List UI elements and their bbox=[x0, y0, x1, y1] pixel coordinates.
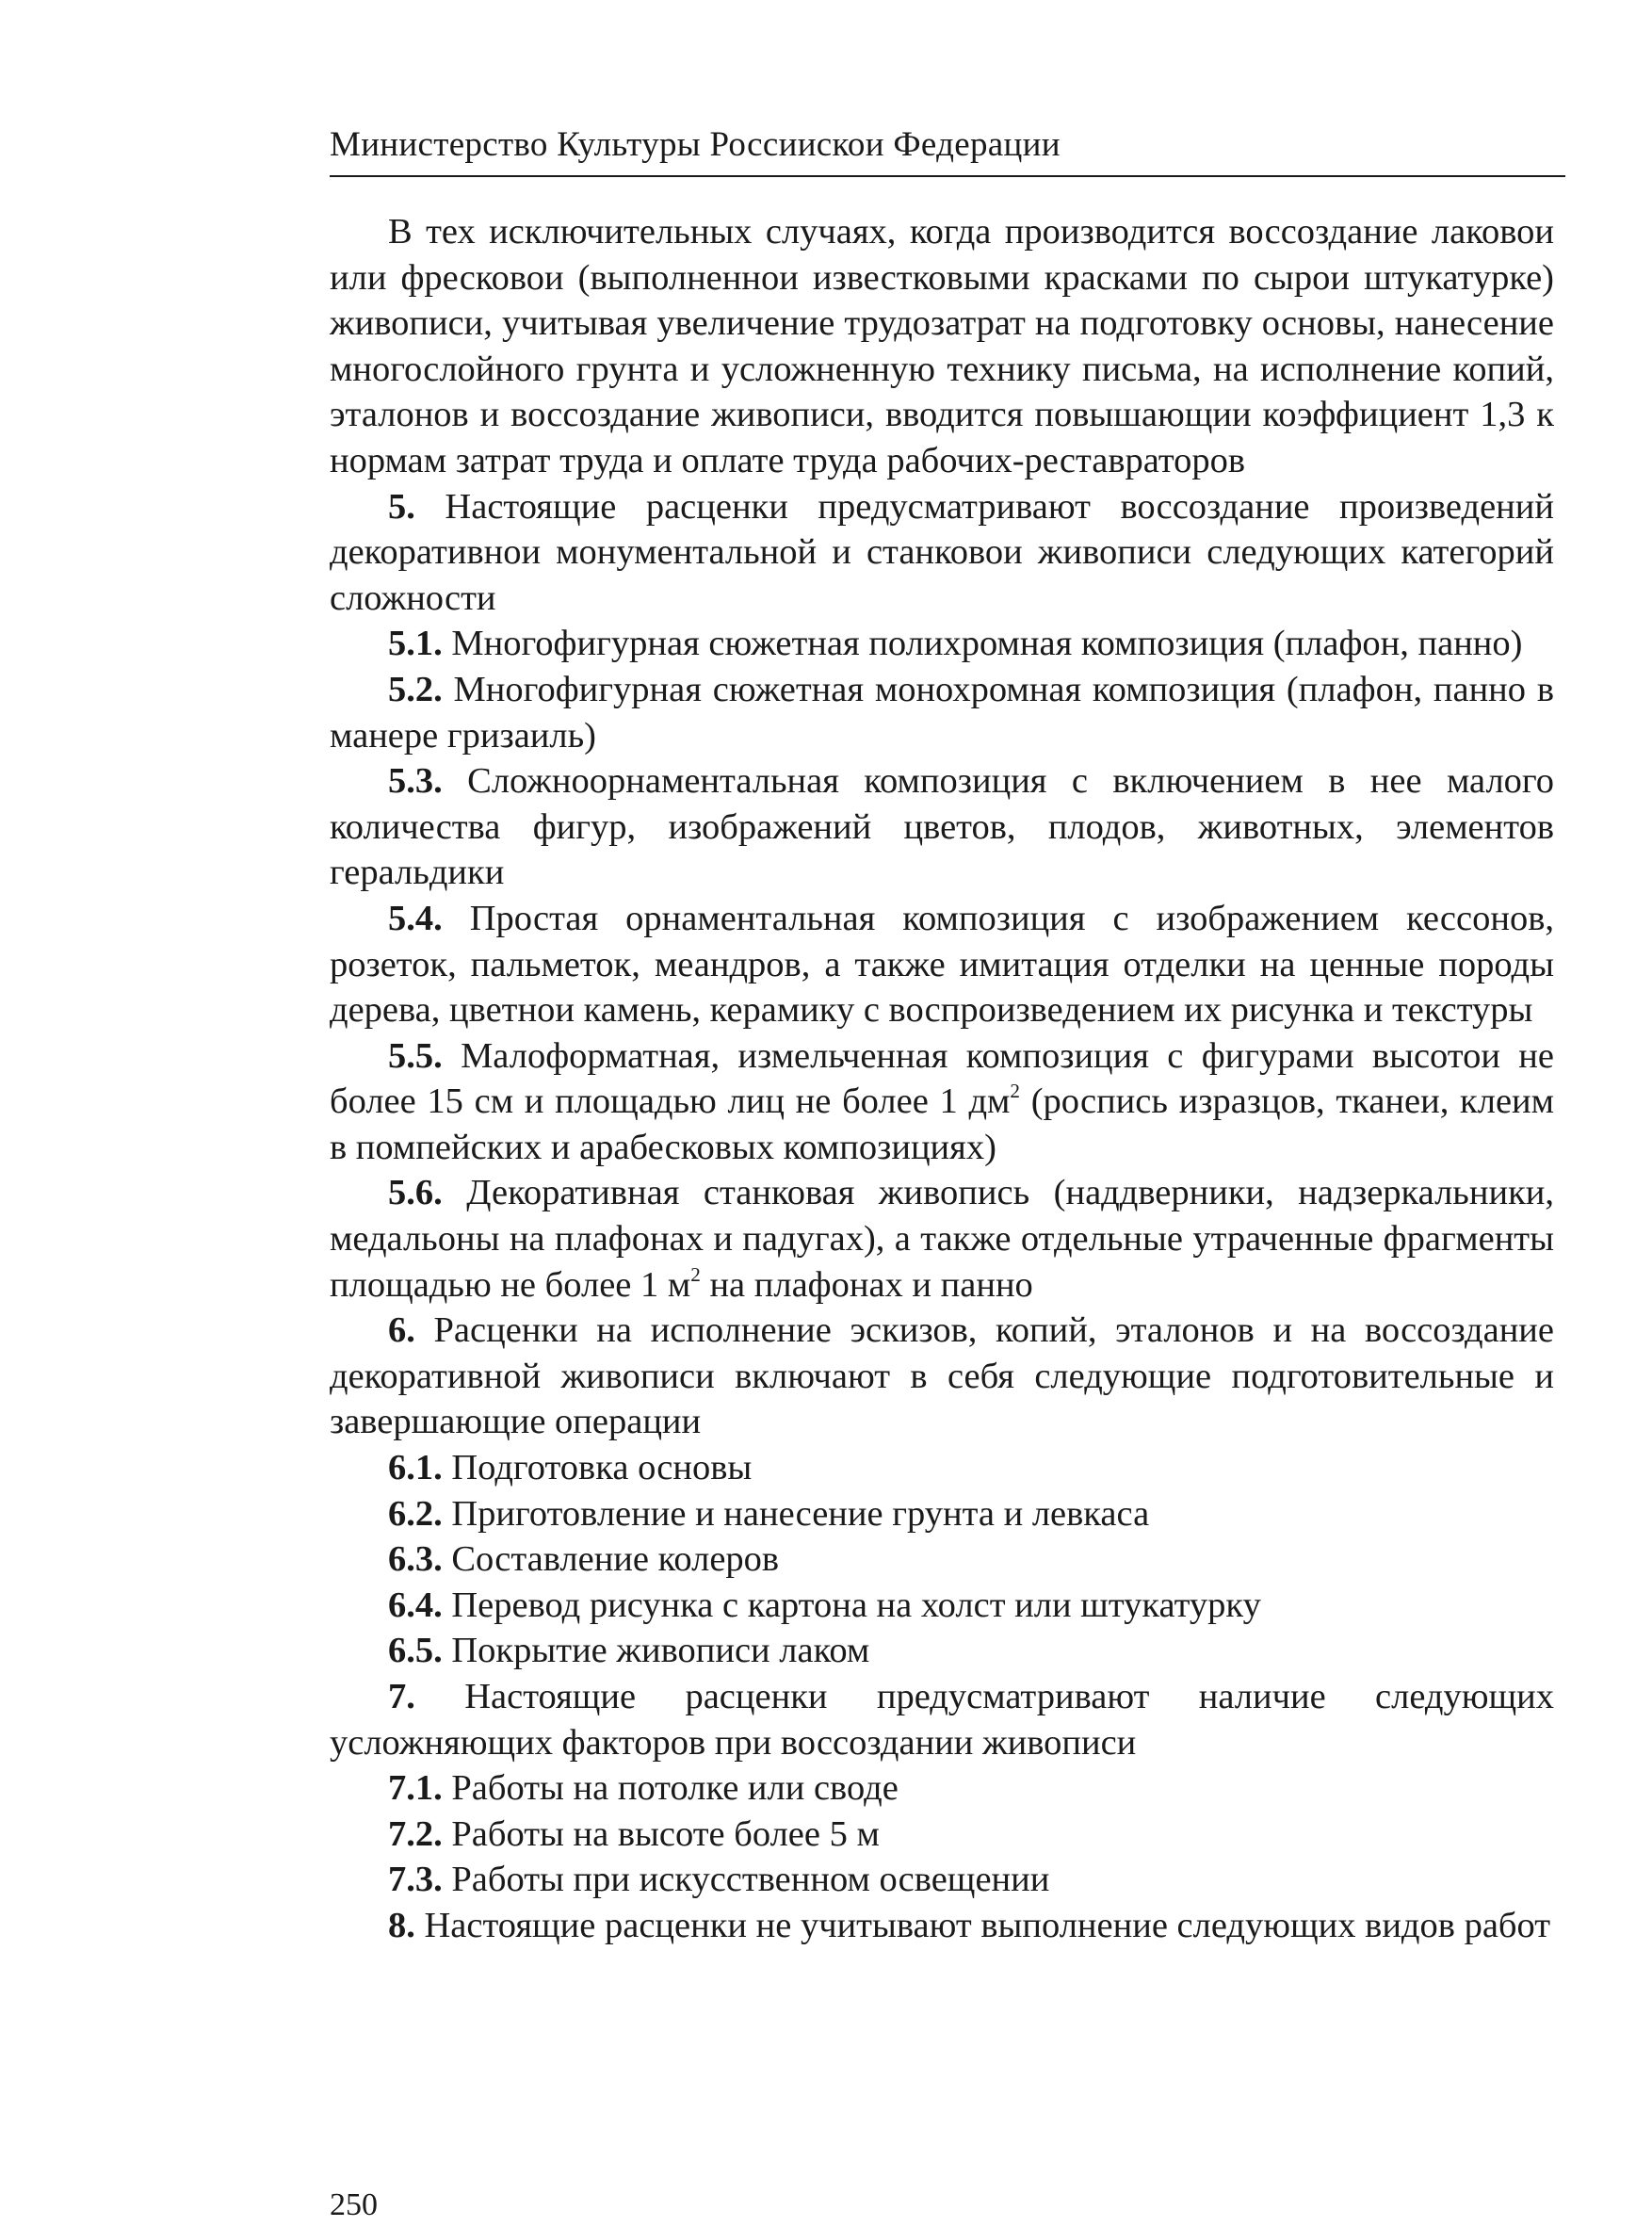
paragraph-text: Простая орнаментальная композиция с изображением кессонов, розеток, пальметок, меандров, а также имитация отделки на ценные породы дерева, цветнои камень, керамику с воспроизведением их рисунка и текстуры bbox=[330, 898, 1555, 1031]
paragraph-6 bbox=[330, 1308, 1554, 1445]
paragraph-number: 6. bbox=[388, 1310, 415, 1351]
paragraph-6-4 bbox=[330, 1583, 1554, 1629]
paragraph-text: Работы при искусственном освещении bbox=[451, 1860, 1050, 1900]
paragraph-number: 7. bbox=[388, 1677, 415, 1716]
paragraph-5-4 bbox=[330, 896, 1554, 1033]
paragraph-number: 5.2. bbox=[388, 669, 443, 709]
paragraph-text: Расценки на исполнение эскизов, копий, эталонов и на воссоздание декоративной живописи включают в себя следующие подготовительные и завершающие операции bbox=[330, 1310, 1554, 1442]
paragraph-5-3 bbox=[330, 758, 1554, 896]
paragraph-text: Подготовка основы bbox=[451, 1448, 753, 1488]
paragraph-text: Работы на потолке или своде bbox=[451, 1768, 899, 1809]
running-header: Министерство Культуры Россиискои Федерации bbox=[330, 125, 1061, 164]
paragraph-number: 5.6. bbox=[388, 1173, 443, 1213]
paragraph-7-3 bbox=[330, 1857, 1554, 1903]
paragraph-6-1 bbox=[330, 1445, 1554, 1491]
paragraph-text: Сложноорнаментальная композиция с включением в нее малого количества фигур, изображений цветов, плодов, животных, элементов геральдики bbox=[330, 761, 1555, 893]
paragraph-number: 5.1. bbox=[388, 624, 443, 664]
paragraph-5-1 bbox=[330, 621, 1554, 667]
paragraph-text: Декоративная станковая живопись (наддверники, надзеркальники, медальоны на плафонах и падугах), а также отдельные утраченные фрагменты площадью не более 1 м bbox=[330, 1173, 1555, 1305]
paragraph-text: Настоящие расценки не учитывают выполнение следующих видов работ bbox=[424, 1905, 1551, 1945]
paragraph-number: 7.2. bbox=[388, 1813, 443, 1854]
paragraph-5-6 bbox=[330, 1170, 1554, 1308]
paragraph-7-1 bbox=[330, 1765, 1554, 1812]
paragraph-7 bbox=[330, 1674, 1554, 1765]
paragraph-text: Покрытие живописи лаком bbox=[451, 1631, 870, 1671]
paragraph-number: 5.3. bbox=[388, 761, 443, 802]
paragraph-5-2 bbox=[330, 667, 1554, 758]
paragraph-6-2 bbox=[330, 1491, 1554, 1537]
paragraph-text: Настоящие расценки предусматривают воссоздание произведений декоративнои монументальной и станковои живописи следующих категорий сложности bbox=[330, 486, 1554, 618]
paragraph-number: 5. bbox=[388, 486, 415, 527]
paragraph-number: 6.1. bbox=[388, 1448, 443, 1488]
paragraph-6-3 bbox=[330, 1536, 1554, 1583]
paragraph-number: 5.4. bbox=[388, 898, 443, 938]
paragraph-text: Многофигурная сюжетная полихромная композиция (плафон, панно) bbox=[451, 624, 1523, 664]
paragraph-number: 5.5. bbox=[388, 1035, 443, 1076]
paragraph-text-continued: (роспись изразцов, тканеи, клеим в помпейских и арабесковых композициях) bbox=[330, 1081, 1555, 1167]
superscript: 2 bbox=[690, 1262, 701, 1286]
paragraph-number: 8. bbox=[388, 1905, 415, 1945]
paragraph-number: 6.4. bbox=[388, 1585, 443, 1625]
paragraph-text: Составление колеров bbox=[451, 1539, 780, 1580]
paragraph-number: 6.5. bbox=[388, 1631, 443, 1671]
superscript: 2 bbox=[1010, 1080, 1020, 1103]
paragraph-number: 6.3. bbox=[388, 1539, 443, 1580]
paragraph-text: Малоформатная, измельченная композиция с фигурами высотои не более 15 см и площадью лиц не более 1 дм bbox=[330, 1035, 1554, 1122]
page-number: 250 bbox=[330, 2187, 378, 2222]
paragraph-5 bbox=[330, 484, 1554, 622]
paragraph-7-2 bbox=[330, 1812, 1554, 1858]
header-rule bbox=[330, 175, 1565, 177]
paragraph-number: 7.3. bbox=[388, 1860, 443, 1900]
paragraph-intro bbox=[330, 209, 1554, 484]
document-body bbox=[330, 209, 1554, 1949]
paragraph-text: Многофигурная сюжетная монохромная композиция (плафон, панно в манере гризаиль) bbox=[330, 669, 1554, 756]
paragraph-text: Работы на высоте более 5 м bbox=[451, 1813, 880, 1854]
paragraph-text: Перевод рисунка с картона на холст или штукатурку bbox=[451, 1585, 1261, 1625]
paragraph-number: 7.1. bbox=[388, 1768, 443, 1809]
paragraph-text-continued: на плафонах и панно bbox=[700, 1264, 1033, 1305]
paragraph-text: В тех исключительных случаях, когда производится воссоздание лаковои или фресковои (выполненнои известковыми красками по сырои штукатурке) живописи, учитывая увеличение трудозатрат на подготовку основы, нанесение многослойного грунта и усложненную технику письма, на исполнение копий, эталонов и воссоздание живописи, вводится повышающии коэффициент 1,3 к нормам затрат труда и оплате труда рабочих-реставраторов bbox=[330, 212, 1554, 480]
paragraph-text: Приготовление и нанесение грунта и левкаса bbox=[451, 1493, 1150, 1534]
paragraph-text: Настоящие расценки предусматривают наличие следующих усложняющих факторов при воссоздании живописи bbox=[330, 1677, 1555, 1763]
paragraph-6-5 bbox=[330, 1628, 1554, 1674]
paragraph-5-5 bbox=[330, 1033, 1554, 1171]
paragraph-8 bbox=[330, 1903, 1554, 1949]
paragraph-number: 6.2. bbox=[388, 1493, 443, 1534]
